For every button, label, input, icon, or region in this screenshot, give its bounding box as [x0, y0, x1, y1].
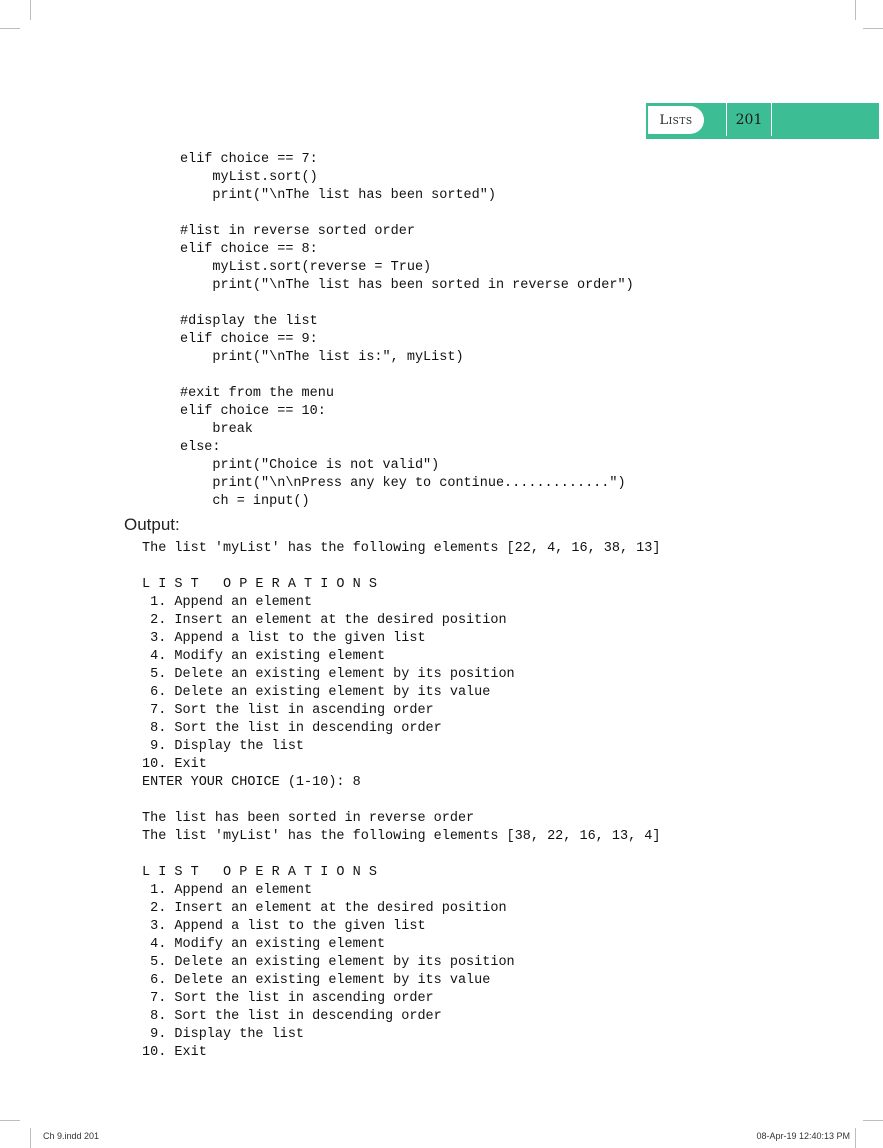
- crop-mark: [0, 28, 20, 29]
- output-line: 7. Sort the list in ascending order: [142, 991, 434, 1006]
- header-rule: [646, 137, 879, 139]
- code-line: else:: [180, 440, 221, 455]
- code-line: myList.sort(): [180, 170, 318, 185]
- program-output: [142, 540, 660, 1062]
- code-line: elif choice == 10:: [180, 404, 326, 419]
- crop-mark: [30, 0, 31, 20]
- code-line: elif choice == 9:: [180, 332, 318, 347]
- crop-mark: [0, 1120, 20, 1121]
- output-line: The list has been sorted in reverse order: [142, 811, 475, 826]
- footer-file-info: Ch 9.indd 201: [43, 1131, 100, 1141]
- output-line: The list 'myList' has the following elements [38, 22, 16, 13, 4]: [142, 829, 661, 844]
- code-line: #list in reverse sorted order: [180, 224, 415, 239]
- code-line: print("Choice is not valid"): [180, 458, 440, 473]
- page-number: 201: [726, 103, 772, 136]
- output-line: 7. Sort the list in ascending order: [142, 703, 434, 718]
- output-line: 3. Append a list to the given list: [142, 919, 426, 934]
- output-line: 5. Delete an existing element by its position: [142, 955, 515, 970]
- section-label: Lists: [648, 106, 704, 134]
- output-line: 6. Delete an existing element by its value: [142, 685, 491, 700]
- code-line: break: [180, 422, 253, 437]
- output-line: 1. Append an element: [142, 883, 313, 898]
- code-line: myList.sort(reverse = True): [180, 260, 432, 275]
- crop-mark: [855, 0, 856, 20]
- output-heading: Output:: [124, 515, 180, 534]
- output-line: 4. Modify an existing element: [142, 649, 386, 664]
- output-line: 1. Append an element: [142, 595, 313, 610]
- code-line: print("\nThe list has been sorted"): [180, 188, 496, 203]
- output-line: 2. Insert an element at the desired position: [142, 613, 507, 628]
- output-line: 8. Sort the list in descending order: [142, 721, 442, 736]
- output-line: 6. Delete an existing element by its value: [142, 973, 491, 988]
- code-line: #display the list: [180, 314, 318, 329]
- crop-mark: [863, 28, 883, 29]
- code-line: #exit from the menu: [180, 386, 334, 401]
- output-line: L I S T O P E R A T I O N S: [142, 577, 377, 592]
- code-line: print("\nThe list has been sorted in reverse order"): [180, 278, 634, 293]
- output-line: 4. Modify an existing element: [142, 937, 386, 952]
- code-line: print("\nThe list is:", myList): [180, 350, 464, 365]
- output-line: The list 'myList' has the following elements [22, 4, 16, 38, 13]: [142, 541, 661, 556]
- crop-mark: [855, 1128, 856, 1148]
- output-line: L I S T O P E R A T I O N S: [142, 865, 377, 880]
- output-line: 9. Display the list: [142, 1027, 305, 1042]
- output-line: 8. Sort the list in descending order: [142, 1009, 442, 1024]
- output-line: ENTER YOUR CHOICE (1-10): 8: [142, 775, 361, 790]
- output-line: 3. Append a list to the given list: [142, 631, 426, 646]
- code-line: print("\n\nPress any key to continue............."): [180, 476, 626, 491]
- code-line: elif choice == 7:: [180, 152, 318, 167]
- crop-mark: [863, 1120, 883, 1121]
- output-line: 9. Display the list: [142, 739, 305, 754]
- footer-timestamp: 08-Apr-19 12:40:13 PM: [756, 1131, 850, 1141]
- crop-mark: [30, 1128, 31, 1148]
- code-line: ch = input(): [180, 494, 310, 509]
- output-line: 10. Exit: [142, 757, 207, 772]
- output-line: 2. Insert an element at the desired position: [142, 901, 507, 916]
- output-line: 10. Exit: [142, 1045, 207, 1060]
- code-line: elif choice == 8:: [180, 242, 318, 257]
- code-listing: [180, 151, 634, 511]
- output-line: 5. Delete an existing element by its position: [142, 667, 515, 682]
